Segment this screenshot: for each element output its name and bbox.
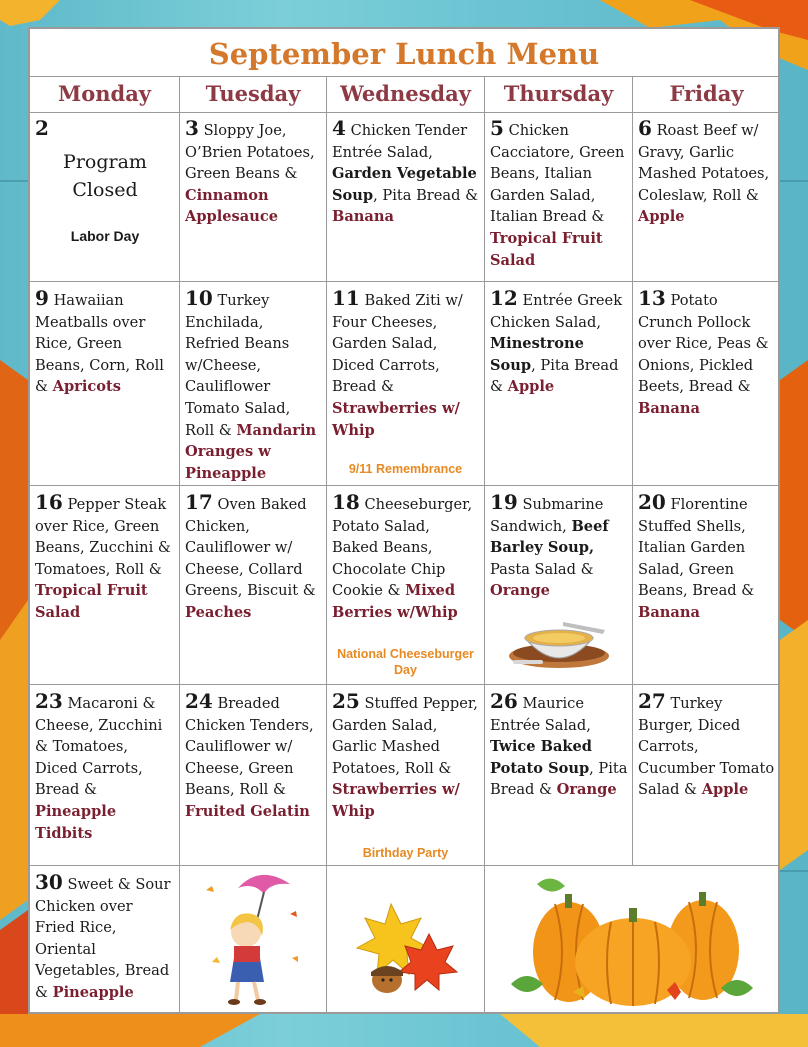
soup-item: Twice Baked Potato Soup xyxy=(490,738,593,777)
fruit-item: Tropical Fruit Salad xyxy=(490,229,603,269)
menu-text: Stuffed Pepper, Garden Salad, Garlic Mashed Potatoes, Roll & xyxy=(332,695,478,777)
fruit-item: Strawberries w/ Whip xyxy=(332,781,460,820)
fruit-item: Banana xyxy=(332,208,394,226)
day-cell-11 xyxy=(327,282,485,485)
day-number: 26 xyxy=(490,689,518,713)
event-note: Birthday Party xyxy=(362,846,449,860)
page-title: September Lunch Menu xyxy=(30,29,778,77)
day-number: 4 xyxy=(332,116,346,140)
menu-text: Sweet & Sour Chicken over Fried Rice, Oriental Vegetables, Bread & xyxy=(35,876,171,1001)
day-number: 11 xyxy=(332,286,360,310)
holiday-label: Labor Day xyxy=(70,227,140,244)
day-number: 12 xyxy=(490,286,518,310)
menu-text: Pepper Steak over Rice, Green Beans, Zucchini & Tomatoes, Roll & xyxy=(35,496,171,578)
fruit-item: Tropical Fruit Salad xyxy=(35,582,148,621)
empty-cell-pumpkins xyxy=(485,866,780,1014)
day-header-friday: Friday xyxy=(669,81,744,106)
fruit-item: Pineapple Tidbits xyxy=(35,802,117,842)
day-number: 2 xyxy=(35,116,49,140)
fruit-item: Fruited Gelatin xyxy=(185,802,310,820)
fruit-item: Banana xyxy=(638,603,700,621)
day-cell-6 xyxy=(633,112,780,281)
day-cell-13 xyxy=(633,282,780,485)
menu-text: , Pita Bread & xyxy=(490,759,628,799)
day-cell-30 xyxy=(30,866,180,1014)
week-row-3 xyxy=(30,486,778,685)
autumn-leaves-acorn-icon xyxy=(351,900,459,1000)
menu-text: Chicken Tender Entrée Salad, xyxy=(332,122,468,161)
event-note: National Cheeseburger Day xyxy=(337,647,474,677)
fruit-item: Apricots xyxy=(52,378,121,396)
fruit-item: Mixed Berries w/Whip xyxy=(332,582,458,621)
day-number: 24 xyxy=(185,689,213,713)
day-number: 10 xyxy=(185,286,213,310)
day-cell-20 xyxy=(633,486,780,684)
day-number: 18 xyxy=(332,490,360,514)
day-cell-19 xyxy=(485,486,633,684)
menu-text: Sloppy Joe, O’Brien Potatoes, Green Beans & xyxy=(185,122,315,183)
soup-item: Beef Barley Soup, xyxy=(490,517,609,557)
fruit-item: Apple xyxy=(507,378,555,396)
day-header-tuesday: Tuesday xyxy=(180,76,327,112)
day-number: 3 xyxy=(185,116,199,140)
lunch-menu-calendar xyxy=(28,27,780,1014)
day-number: 30 xyxy=(35,870,63,894)
day-number: 5 xyxy=(490,116,504,140)
day-cell-18 xyxy=(327,486,485,684)
day-number: 16 xyxy=(35,490,63,514)
day-header-monday: Monday xyxy=(30,76,180,112)
menu-text: Pasta Salad & xyxy=(490,560,594,578)
soup-item: Minestrone Soup xyxy=(490,335,584,374)
day-cell-5 xyxy=(485,112,633,281)
day-number: 20 xyxy=(638,490,666,514)
day-cell-3 xyxy=(180,112,327,281)
fruit-item: Cinnamon Applesauce xyxy=(185,186,279,226)
menu-text: Chicken Cacciatore, Green Beans, Italian Garden Salad, Italian Bread & xyxy=(490,122,625,226)
fruit-item: Banana xyxy=(638,399,700,417)
fruit-item: Peaches xyxy=(185,603,252,621)
day-number: 27 xyxy=(638,689,666,713)
day-cell-24 xyxy=(180,685,327,865)
day-header-wednesday: Wednesday xyxy=(327,76,485,112)
day-number: 25 xyxy=(332,689,360,713)
menu-text: Florentine Stuffed Shells, Italian Garden Salad, Green Beans, Bread & xyxy=(638,496,755,600)
fruit-item: Apple xyxy=(701,781,749,799)
menu-text: Oven Baked Chicken, Cauliflower w/ Cheese, Collard Greens, Biscuit & xyxy=(185,496,316,600)
week-row-2 xyxy=(30,282,778,486)
menu-text: Turkey Enchilada, Refried Beans w/Cheese, Cauliflower Tomato Salad, Roll & xyxy=(185,292,291,439)
day-number: 9 xyxy=(35,286,49,310)
day-number: 6 xyxy=(638,116,652,140)
girl-with-umbrella-icon xyxy=(200,870,308,1010)
pumpkins-icon xyxy=(507,872,757,1012)
menu-text: Potato Crunch Pollock over Rice, Peas & Onions, Pickled Beets, Bread & xyxy=(638,292,769,396)
soup-bowl-icon xyxy=(507,612,611,674)
day-cell-12 xyxy=(485,282,633,485)
day-cell-26 xyxy=(485,685,633,865)
day-cell-4 xyxy=(327,112,485,281)
day-cell-25 xyxy=(327,685,485,865)
menu-text: Cheeseburger, Potato Salad, Baked Beans, Chocolate Chip Cookie & xyxy=(332,496,473,600)
menu-text: Breaded Chicken Tenders, Cauliflower w/ Cheese, Green Beans, Roll & xyxy=(185,695,314,799)
empty-cell-leaves xyxy=(327,866,485,1014)
menu-text: , Pita Bread & xyxy=(490,356,619,396)
day-number: 17 xyxy=(185,490,213,514)
day-header-thursday: Thursday xyxy=(485,76,633,112)
menu-text: Turkey Burger, Diced Carrots, Cucumber Tomato Salad & xyxy=(638,695,775,799)
soup-item: Garden Vegetable Soup xyxy=(332,165,477,204)
day-cell-27 xyxy=(633,685,780,865)
program-closed-text: Program Closed xyxy=(63,150,147,201)
menu-text: Submarine Sandwich, xyxy=(490,496,604,535)
week-row-5 xyxy=(30,866,778,1014)
menu-text: Baked Ziti w/ Four Cheeses, Garden Salad, Diced Carrots, Bread & xyxy=(332,292,463,396)
menu-text: Macaroni & Cheese, Zucchini & Tomatoes, Diced Carrots, Bread & xyxy=(35,695,163,799)
day-number: 19 xyxy=(490,490,518,514)
fruit-item: Mandarin Oranges w Pineapple xyxy=(185,421,317,482)
day-cell-10 xyxy=(180,282,327,485)
menu-text: , Pita Bread & xyxy=(373,186,479,204)
fruit-item: Orange xyxy=(490,582,550,600)
day-cell-2 xyxy=(30,112,180,281)
fruit-item: Orange xyxy=(556,781,617,799)
fruit-item: Pineapple xyxy=(52,983,134,1001)
day-cell-16 xyxy=(30,486,180,684)
day-header-row xyxy=(30,76,778,113)
menu-text: Hawaiian Meatballs over Rice, Green Beans, Corn, Roll & xyxy=(35,292,164,396)
empty-cell-girl xyxy=(180,866,327,1014)
menu-text: Entrée Greek Chicken Salad, xyxy=(490,292,623,331)
fruit-item: Strawberries w/ Whip xyxy=(332,399,460,439)
menu-text: Maurice Entrée Salad, xyxy=(490,695,591,734)
fruit-item: Apple xyxy=(638,208,685,226)
day-number: 23 xyxy=(35,689,63,713)
day-number: 13 xyxy=(638,286,666,310)
menu-text: Roast Beef w/ Gravy, Garlic Mashed Potatoes, Coleslaw, Roll & xyxy=(638,122,770,204)
week-row-1 xyxy=(30,112,778,282)
event-note: 9/11 Remembrance xyxy=(348,462,463,476)
day-cell-9 xyxy=(30,282,180,485)
week-row-4 xyxy=(30,685,778,866)
day-cell-23 xyxy=(30,685,180,865)
day-cell-17 xyxy=(180,486,327,684)
